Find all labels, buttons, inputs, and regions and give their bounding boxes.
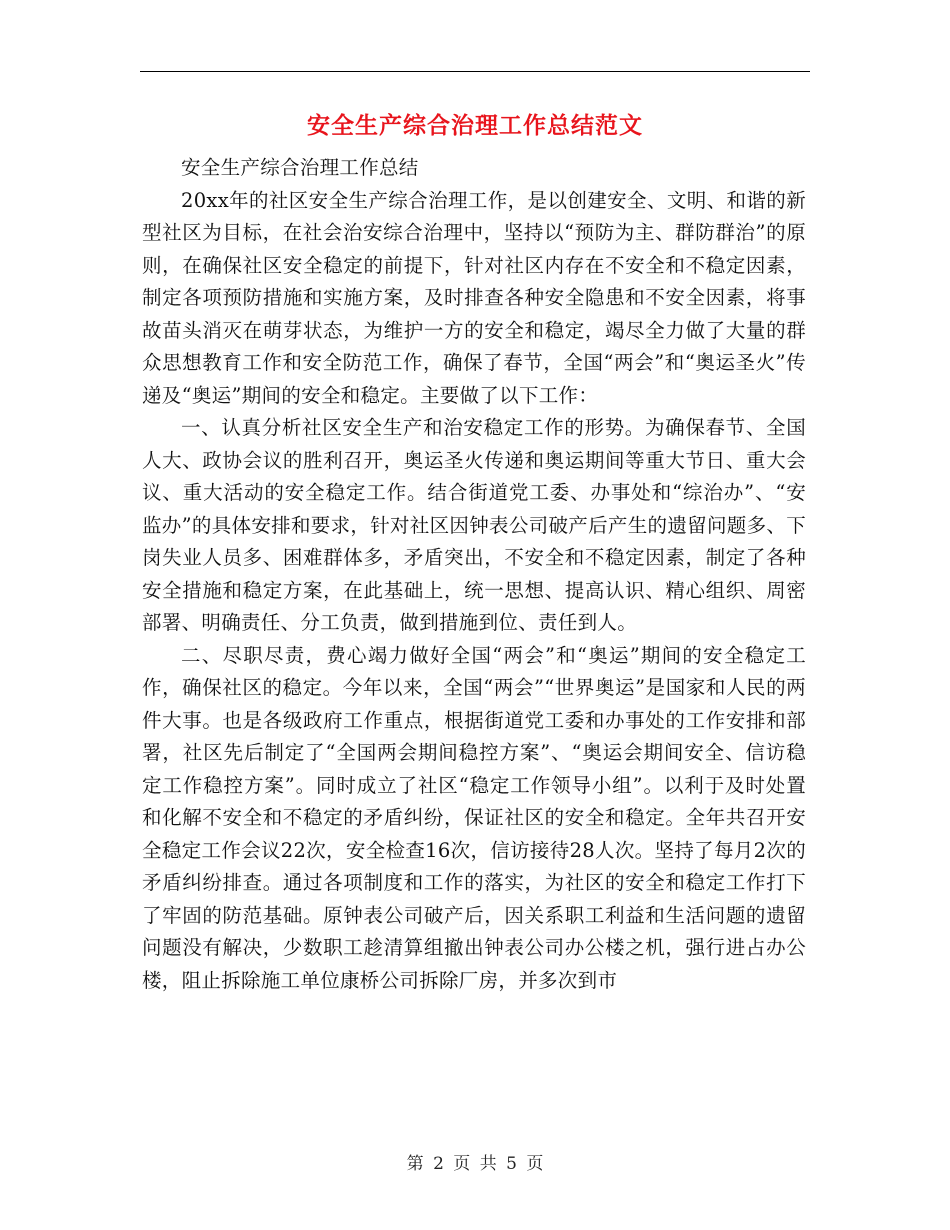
document-body	[142, 152, 806, 997]
subtitle-paragraph: 安全生产综合治理工作总结	[181, 156, 419, 179]
body-paragraph: 一、认真分析社区安全生产和治安稳定工作的形势。为确保春节、全国人大、政协会议的胜利召开，奥运圣火传递和奥运期间等重大节日、重大会议、重大活动的安全稳定工作。结合街道党工委、办事处和“综治办”、“安监办”的具体安排和要求，针对社区因钟表公司破产后产生的遗留问题多、下岗失业人员多、困难群体多，矛盾突出，不安全和不稳定因素，制定了各种安全措施和稳定方案，在此基础上，统一思想、提高认识、精心组织、周密部署、明确责任、分工负责，做到措施到位、责任到人。	[142, 416, 806, 634]
document-title: 安全生产综合治理工作总结范文	[307, 112, 643, 139]
body-paragraph: 二、尽职尽责，费心竭力做好全国“两会”和“奥运”期间的安全稳定工作，确保社区的稳定。今年以来，全国“两会”“世界奥运”是国家和人民的两件大事。也是各级政府工作重点，根据街道党工委和办事处的工作安排和部署，社区先后制定了“全国两会期间稳控方案”、“奥运会期间安全、信访稳定工作稳控方案”。同时成立了社区“稳定工作领导小组”。以利于及时处置和化解不安全和不稳定的矛盾纠纷，保证社区的安全和稳定。全年共召开安全稳定工作会议22次，安全检查16次，信访接待28人次。坚持了每月2次的矛盾纠纷排查。通过各项制度和工作的落实，为社区的安全和稳定工作打下了牢固的防范基础。原钟表公司破产后，因关系职工利益和生活问题的遗留问题没有解决，少数职工趁清算组撤出钟表公司办公楼之机，强行进占办公楼，阻止拆除施工单位康桥公司拆除厂房，并多次到市	[142, 643, 806, 992]
header-rule	[140, 71, 810, 72]
page-footer: 第 2 页 共 5 页	[406, 1154, 544, 1174]
body-paragraph: 20xx年的社区安全生产综合治理工作，是以创建安全、文明、和谐的新型社区为目标，在社会治安综合治理中，坚持以“预防为主、群防群治”的原则，在确保社区安全稳定的前提下，针对社区内存在不安全和不稳定因素，制定各项预防措施和实施方案，及时排查各种安全隐患和不安全因素，将事故苗头消灭在萌芽状态，为维护一方的安全和稳定，竭尽全力做了大量的群众思想教育工作和安全防范工作，确保了春节，全国“两会”和“奥运圣火”传递及“奥运”期间的安全和稳定。主要做了以下工作：	[142, 188, 806, 407]
